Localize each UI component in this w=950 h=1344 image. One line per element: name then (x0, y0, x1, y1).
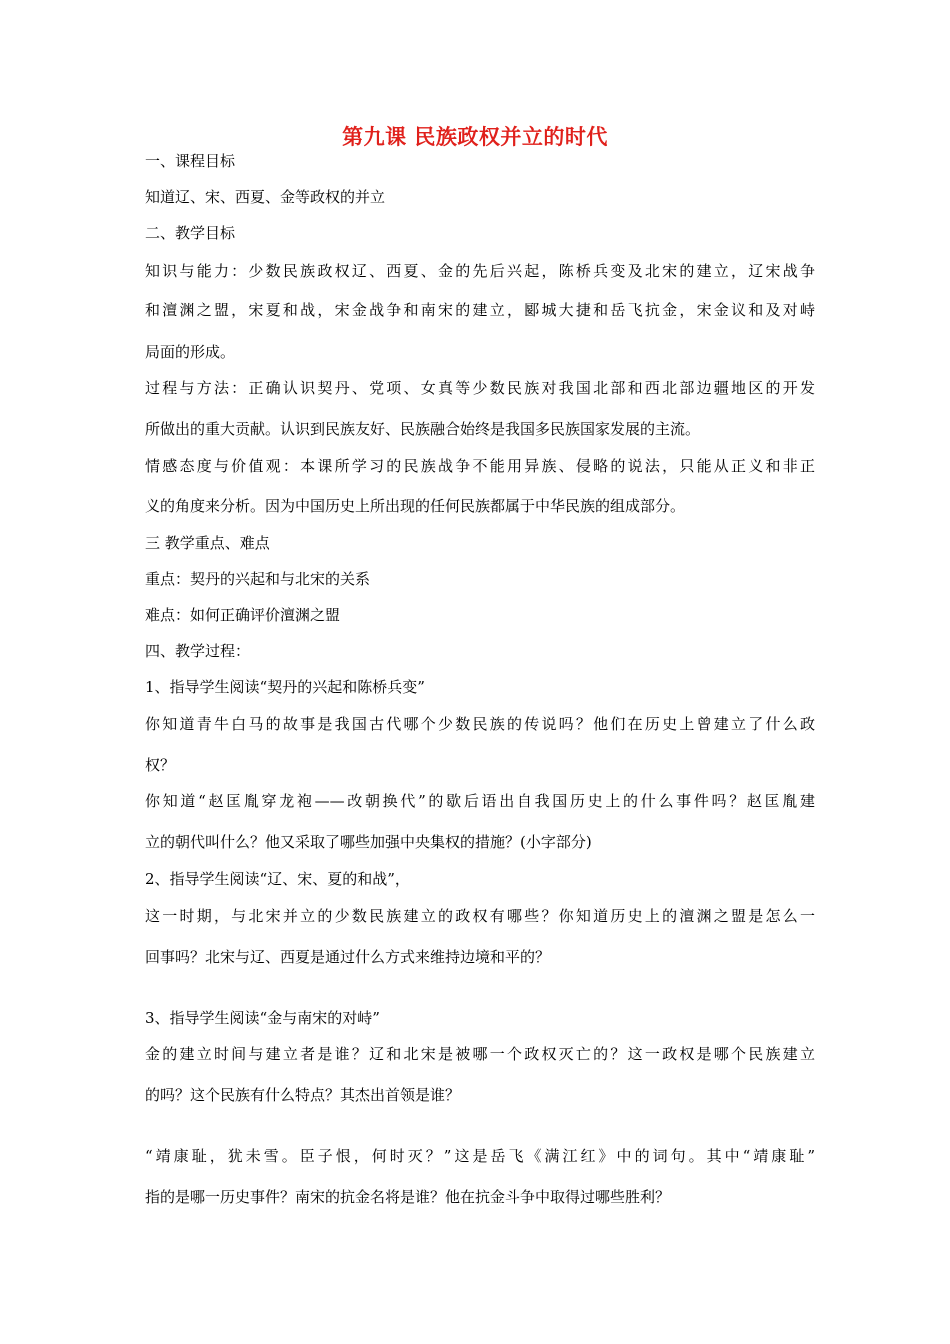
step-3-heading: 3、指导学生阅读“金与南宋的对峙” (145, 1009, 380, 1027)
course-goal-text: 知道辽、宋、西夏、金等政权的并立 (145, 188, 386, 206)
section-heading-course-goals: 一、课程目标 (145, 152, 236, 170)
process-method-line-2: 所做出的重大贡献。认识到民族友好、民族融合始终是我国多民族国家发展的主流。 (145, 420, 701, 438)
difficult-point-text: 难点：如何正确评价澶渊之盟 (145, 606, 341, 624)
poem-question-line-2: 指的是哪一历史事件？南宋的抗金名将是谁？他在抗金斗争中取得过哪些胜利？ (145, 1188, 671, 1206)
step-3-question-line-2: 的吗？这个民族有什么特点？其杰出首领是谁？ (145, 1086, 461, 1104)
step-1-question-2-line-2: 立的朝代叫什么？他又采取了哪些加强中央集权的措施？(小字部分) (145, 833, 592, 851)
step-1-question-1-line-2: 权？ (145, 756, 176, 774)
knowledge-ability-line-3: 局面的形成。 (145, 343, 236, 361)
knowledge-ability-line-2: 和澶渊之盟，宋夏和战，宋金战争和南宋的建立，郾城大捷和岳飞抗金，宋金议和及对峙 (145, 301, 815, 319)
key-point-text: 重点：契丹的兴起和与北宋的关系 (145, 570, 371, 588)
emotion-values-line-2: 义的角度来分析。因为中国历史上所出现的任何民族都属于中华民族的组成部分。 (145, 497, 686, 515)
step-1-heading: 1、指导学生阅读“契丹的兴起和陈桥兵变” (145, 678, 425, 696)
emotion-values-line-1: 情感态度与价值观：本课所学习的民族战争不能用异族、侵略的说法，只能从正义和非正 (145, 457, 815, 475)
section-heading-teaching-goals: 二、教学目标 (145, 224, 236, 242)
step-2-heading: 2、指导学生阅读“辽、宋、夏的和战”， (145, 870, 410, 888)
lesson-title: 第九课 民族政权并立的时代 (342, 125, 608, 149)
step-1-question-1-line-1: 你知道青牛白马的故事是我国古代哪个少数民族的传说吗？他们在历史上曾建立了什么政 (145, 715, 815, 733)
knowledge-ability-line-1: 知识与能力：少数民族政权辽、西夏、金的先后兴起，陈桥兵变及北宋的建立，辽宋战争 (145, 262, 815, 280)
section-heading-key-points: 三 教学重点、难点 (145, 534, 270, 552)
step-2-question-line-1: 这一时期，与北宋并立的少数民族建立的政权有哪些？你知道历史上的澶渊之盟是怎么一 (145, 907, 815, 925)
step-3-question-line-1: 金的建立时间与建立者是谁？辽和北宋是被哪一个政权灭亡的？这一政权是哪个民族建立 (145, 1045, 815, 1063)
poem-question-line-1: “靖康耻，犹未雪。臣子恨，何时灭？”这是岳飞《满江红》中的词句。其中“靖康耻” (145, 1147, 815, 1165)
process-method-line-1: 过程与方法：正确认识契丹、党项、女真等少数民族对我国北部和西北部边疆地区的开发 (145, 379, 815, 397)
step-2-question-line-2: 回事吗？北宋与辽、西夏是通过什么方式来维持边境和平的？ (145, 948, 551, 966)
step-1-question-2-line-1: 你知道“赵匡胤穿龙袍——改朝换代”的歇后语出自我国历史上的什么事件吗？赵匡胤建 (145, 792, 815, 810)
section-heading-teaching-process: 四、教学过程： (145, 642, 251, 660)
